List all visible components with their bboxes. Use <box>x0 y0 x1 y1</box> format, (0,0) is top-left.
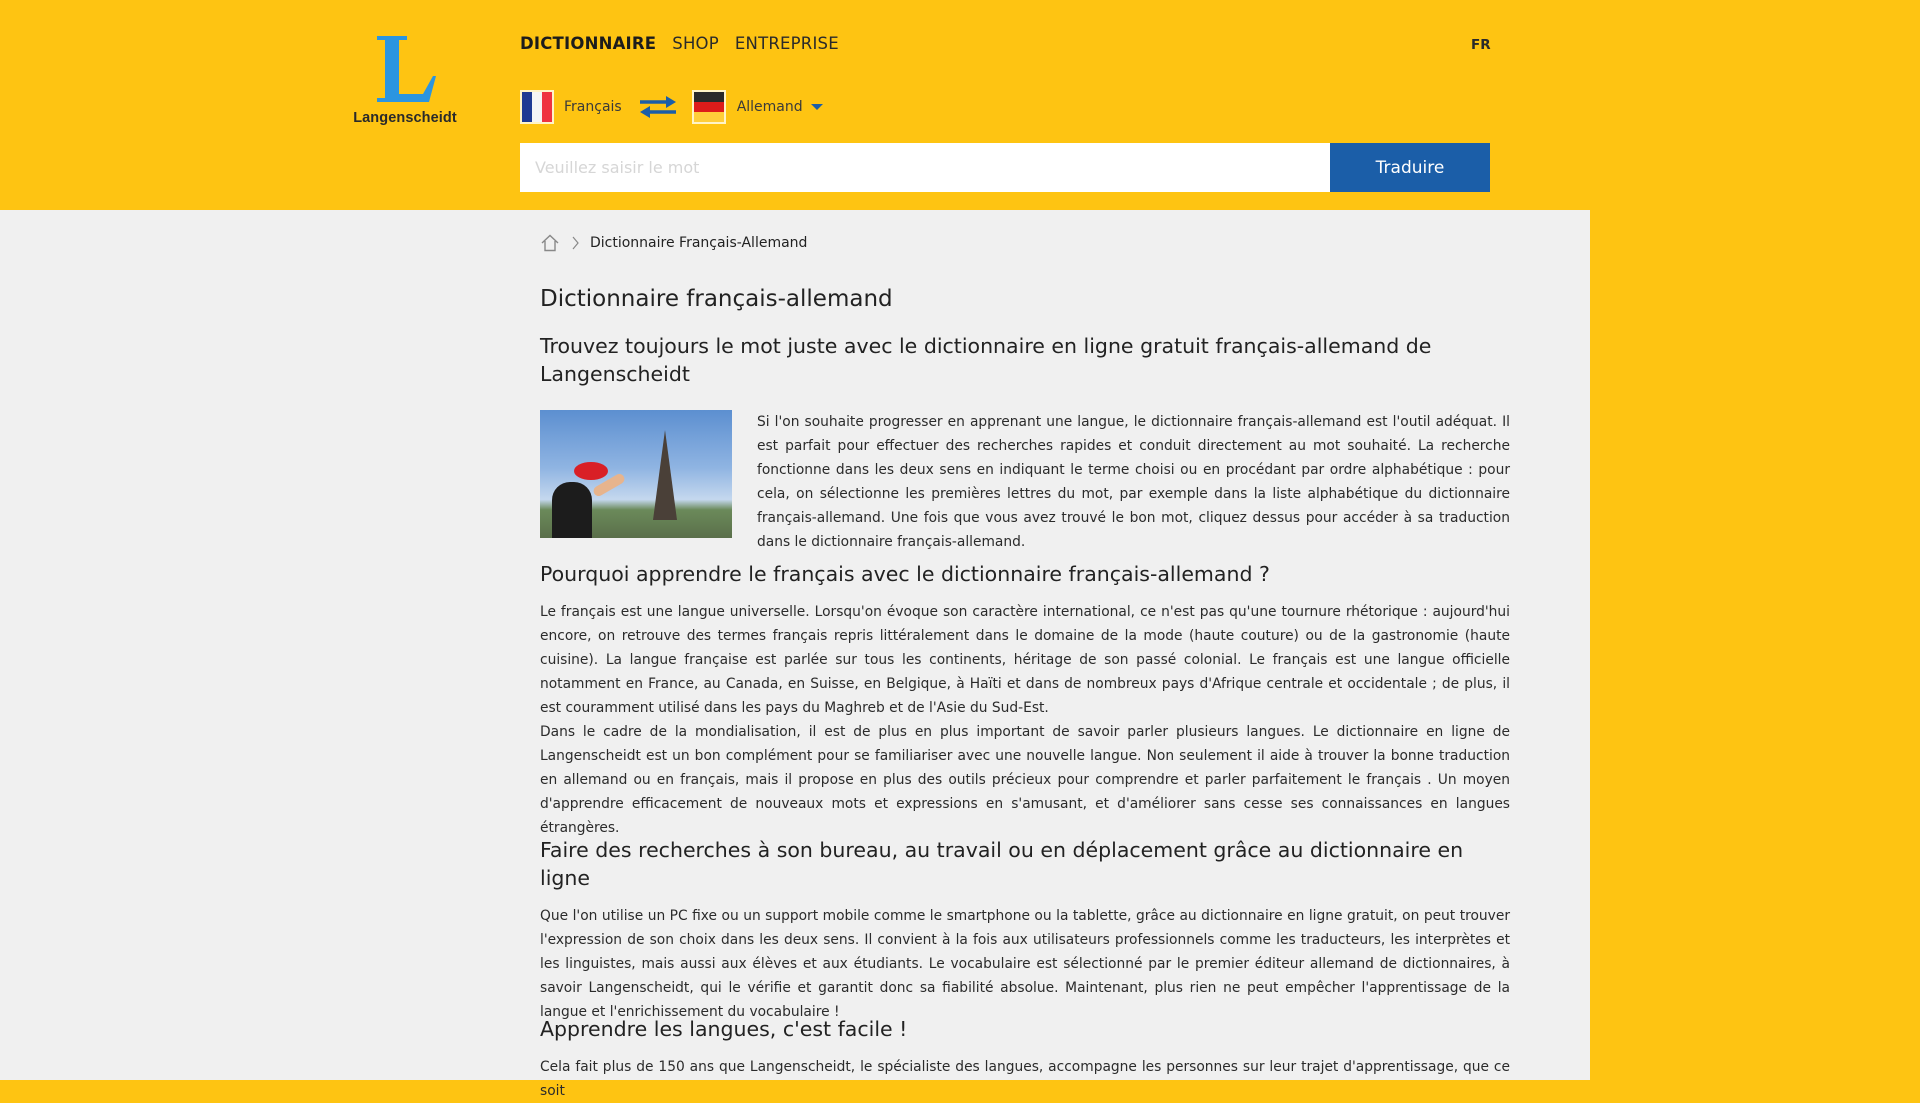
nav-shop[interactable]: SHOP <box>672 34 719 53</box>
intro-heading: Trouvez toujours le mot juste avec le dictionnaire en ligne gratuit français-allemand de Langenscheidt <box>540 334 1432 386</box>
section-heading: Faire des recherches à son bureau, au travail ou en déplacement grâce au dictionnaire en ligne <box>540 838 1464 890</box>
eiffel-tower-image <box>540 410 732 538</box>
section-paragraph: Le français est une langue universelle. Lorsqu'on évoque son caractère international, ce n'est pas qu'une tournure rhétorique : aujourd'hui encore, on retrouve des termes français repris littéralement dans le domaine de la mode (haute couture) ou de la gastronomie (haute cuisine). La langue française est parlée sur tous les continents, héritage de son passé colonial. Le français est une langue officielle notamment en France, au Canada, en Suisse, en Belgique, à Haïti et dans de nombreux pays d'Afrique centrale et occidentale ; de plus, il est couramment utilisé dans les pays du Maghreb et de l'Asie du Sud-Est. <box>540 604 1510 716</box>
breadcrumb <box>540 234 807 252</box>
translate-button[interactable]: Traduire <box>1330 143 1490 192</box>
intro-section <box>540 410 1510 554</box>
langenscheidt-logo[interactable] <box>352 36 458 136</box>
intro-text: Si l'on souhaite progresser en apprenant une langue, le dictionnaire français-allemand est l'outil adéquat. Il est parfait pour effectuer des recherches rapides et conduit directement au mot souhaité. La recherche fonctionne dans les deux sens en indiquant le terme choisi ou en procédant par ordre alphabétique : pour cela, on sélectionne les premières lettres du mot, par exemple dans la liste alphabétique du dictionnaire français-allemand. Une fois que vous avez trouvé le bon mot, cliquez dessus pour accéder à sa traduction dans le dictionnaire français-allemand. <box>757 414 1510 550</box>
main-nav <box>520 34 839 53</box>
site-header <box>0 0 1920 210</box>
language-selector <box>520 90 823 124</box>
search-input[interactable] <box>520 143 1330 192</box>
nav-dictionnaire[interactable]: DICTIONNAIRE <box>520 34 657 53</box>
section-search-anywhere <box>540 836 1510 1024</box>
section-paragraph: Que l'on utilise un PC fixe ou un support mobile comme le smartphone ou la tablette, grâce au dictionnaire en ligne gratuit, on peut trouver l'expression de son choix dans les deux sens. Il convient à la fois aux utilisateurs professionnels comme les traducteurs, les interprètes et les linguistes, mais aussi aux élèves et aux étudiants. Le vocabulaire est sélectionné par le premier éditeur allemand de dictionnaires, à savoir Langenscheidt, qui le vérifie et garantit donc sa fiabilité absolue. Maintenant, plus rien ne peut empêcher l'apprentissage de la langue et l'enrichissement du vocabulaire ! <box>540 908 1510 1020</box>
site-language-switch[interactable]: FR <box>1471 37 1491 53</box>
fr-flag-icon[interactable] <box>520 90 554 124</box>
source-language-label[interactable]: Français <box>564 99 622 115</box>
home-icon[interactable] <box>540 234 560 252</box>
page-title: Dictionnaire français-allemand <box>540 286 893 312</box>
de-flag-icon[interactable] <box>692 90 726 124</box>
section-learning-easy <box>540 1015 1510 1103</box>
target-language-label[interactable]: Allemand <box>736 99 803 115</box>
logo-text: Langenscheidt <box>353 110 457 126</box>
section-heading: Pourquoi apprendre le français avec le dictionnaire français-allemand ? <box>540 562 1270 586</box>
chevron-down-icon[interactable] <box>811 104 823 110</box>
section-heading: Apprendre les langues, c'est facile ! <box>540 1017 908 1041</box>
chevron-right-icon <box>570 236 580 250</box>
section-paragraph: Cela fait plus de 150 ans que Langenscheidt, le spécialiste des langues, accompagne les personnes sur leur trajet d'apprentissage, que ce soit <box>540 1059 1510 1099</box>
main-content <box>0 210 1590 1099</box>
nav-entreprise[interactable]: ENTREPRISE <box>734 34 839 53</box>
swap-languages-icon[interactable] <box>638 95 678 119</box>
search-bar <box>520 143 1490 192</box>
section-why-french <box>540 560 1510 840</box>
breadcrumb-current: Dictionnaire Français-Allemand <box>590 235 808 251</box>
logo-l-icon <box>373 36 437 102</box>
section-paragraph: Dans le cadre de la mondialisation, il est de plus en plus important de savoir parler plusieurs langues. Le dictionnaire en ligne de Langenscheidt est un bon complément pour se familiariser avec une nouvelle langue. Non seulement il aide à trouver la bonne traduction en allemand ou en français, mais il propose en plus des outils précieux pour comprendre et parler parfaitement le français . Un moyen d'apprendre efficacement de nouveaux mots et expressions en s'amusant, et d'améliorer sans cesse ses connaissances en langues étrangères. <box>540 724 1510 836</box>
